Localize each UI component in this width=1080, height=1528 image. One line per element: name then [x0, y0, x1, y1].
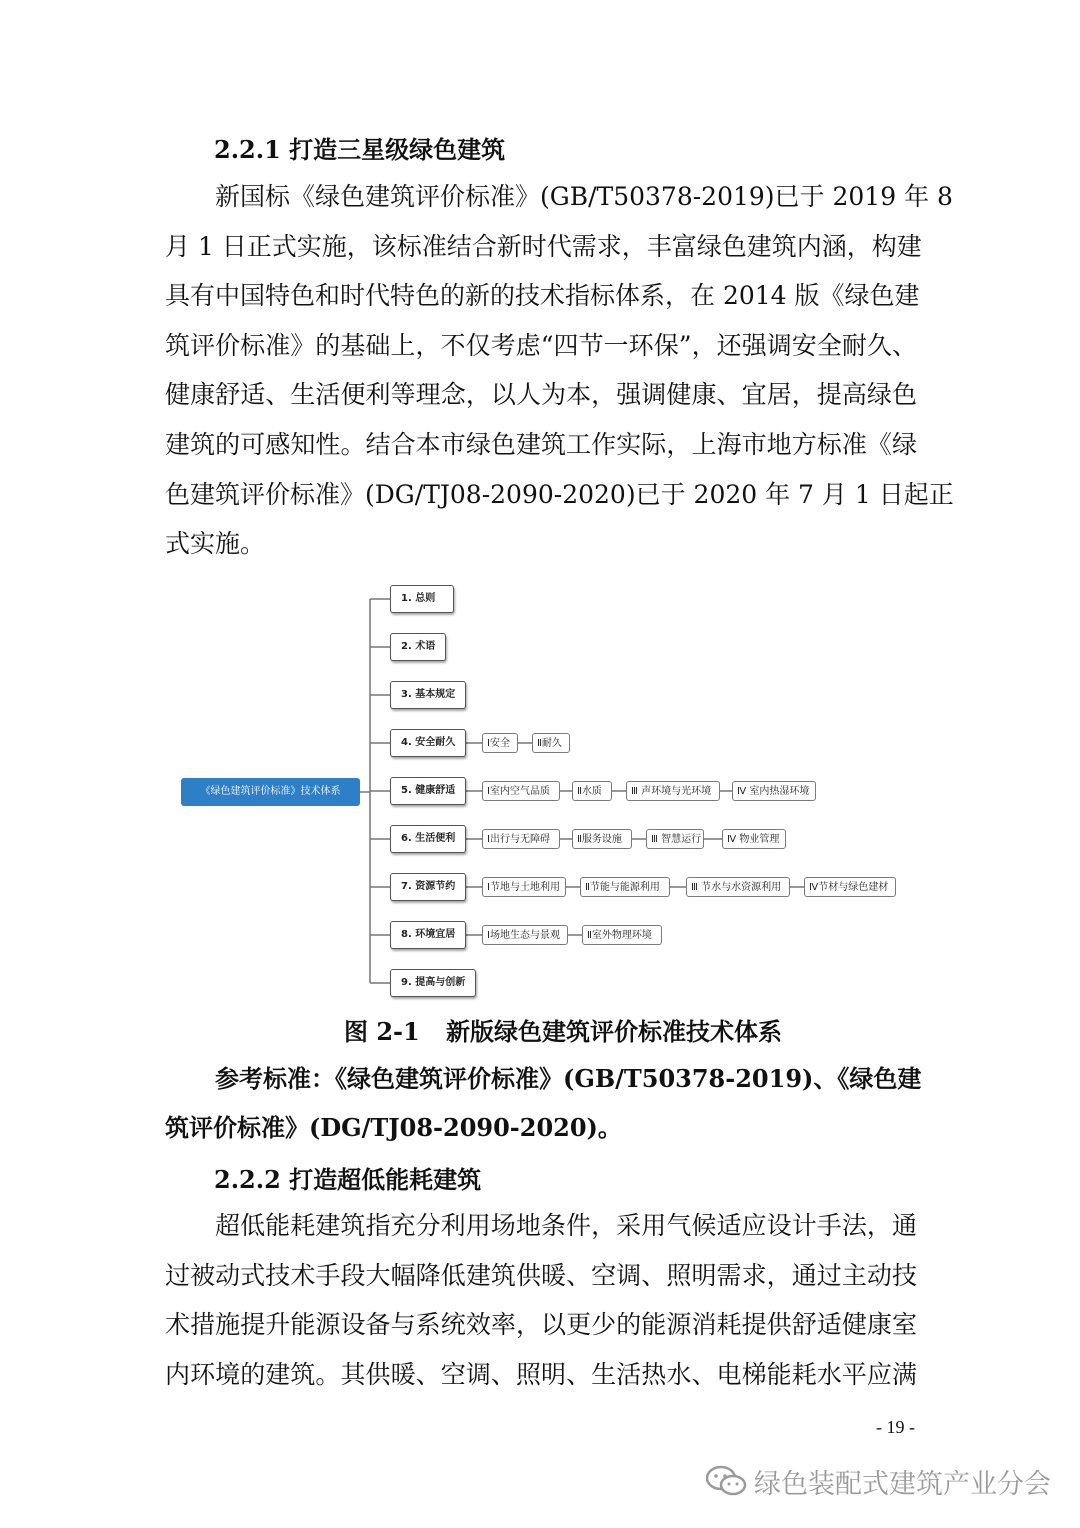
- diagram-category-node: 6. 生活便利: [390, 825, 466, 853]
- page-number: - 19 -: [876, 1417, 915, 1437]
- diagram-subitem-node: Ⅰ室内空气品质: [482, 781, 560, 801]
- reference-line: 参考标准：《绿色建筑评价标准》(GB/T50378-2019)、《绿色建: [215, 1064, 922, 1093]
- diagram-subitem-node: Ⅱ耐久: [532, 733, 570, 753]
- diagram-subitem-node: Ⅲ 节水与水资源利用: [686, 877, 790, 897]
- diagram-subitem-node: Ⅰ安全: [482, 733, 518, 753]
- diagram-category-node: 5. 健康舒适: [390, 777, 466, 805]
- diagram-category-node: 3. 基本规定: [390, 681, 466, 709]
- diagram-subitem-node: Ⅱ服务设施: [572, 829, 632, 849]
- diagram-subitem-node: Ⅰ场地生态与景观: [482, 925, 568, 945]
- diagram-subitem-node: Ⅳ 室内热湿环境: [732, 781, 816, 801]
- diagram-category-node: 9. 提高与创新: [390, 969, 476, 997]
- section-2-2-2-body: [165, 1201, 917, 1399]
- diagram-subitem-node: Ⅳ节材与绿色建材: [804, 877, 896, 897]
- diagram-category-node: 4. 安全耐久: [390, 729, 466, 757]
- diagram-subitem-node: Ⅲ 声环境与光环境: [626, 781, 720, 801]
- body-line: 内环境的建筑。其供暖、空调、照明、生活热水、电梯能耗水平应满: [165, 1359, 917, 1389]
- diagram-subitem-node: Ⅳ 物业管理: [722, 829, 786, 849]
- tech-system-diagram: [0, 580, 1080, 1000]
- diagram-category-node: 1. 总则: [390, 585, 454, 613]
- diagram-subitem-node: Ⅱ室外物理环境: [582, 925, 662, 945]
- diagram-subitem-node: Ⅰ节地与土地利用: [482, 877, 566, 897]
- diagram-category-node: 7. 资源节约: [390, 873, 466, 901]
- body-line: 式实施。: [165, 529, 266, 559]
- figure-title: 新版绿色建筑评价标准技术体系: [446, 1017, 782, 1046]
- diagram-category-node: 8. 环境宜居: [390, 921, 466, 949]
- section-heading-2-2-2: 2.2.2 打造超低能耗建筑: [214, 1165, 482, 1194]
- body-line: 具有中国特色和时代特色的新的技术指标体系，在 2014 版《绿色建: [165, 281, 920, 311]
- body-line: 月 1 日正式实施，该标准结合新时代需求，丰富绿色建筑内涵，构建: [165, 231, 922, 261]
- body-line: 术措施提升能源设备与系统效率，以更少的能源消耗提供舒适健康室: [165, 1310, 917, 1340]
- reference-standards: [165, 1054, 922, 1152]
- body-line: 过被动式技术手段大幅降低建筑供暖、空调、照明需求，通过主动技: [165, 1260, 917, 1290]
- body-line: 健康舒适、生活便利等理念，以人为本，强调健康、宜居，提高绿色: [165, 380, 917, 410]
- section-heading-2-2-1: 2.2.1 打造三星级绿色建筑: [214, 135, 506, 164]
- diagram-category-node: 2. 术语: [390, 633, 446, 661]
- watermark-text: 绿色装配式建筑产业分会: [754, 1469, 1051, 1500]
- diagram-subitem-node: Ⅱ水质: [572, 781, 612, 801]
- figure-number: 图 2-1: [344, 1017, 420, 1046]
- body-line: 超低能耗建筑指充分利用场地条件，采用气候适应设计手法，通: [215, 1211, 917, 1240]
- diagram-subitem-node: Ⅲ 智慧运行: [646, 829, 704, 849]
- diagram-subitem-node: Ⅰ出行与无障碍: [482, 829, 560, 849]
- body-line: 新国标《绿色建筑评价标准》(GB/T50378-2019)已于 2019 年 8: [215, 182, 953, 211]
- body-line: 色建筑评价标准》(DG/TJ08-2090-2020)已于 2020 年 7 月 1 日起正: [165, 479, 954, 509]
- body-line: 建筑的可感知性。结合本市绿色建筑工作实际，上海市地方标准《绿: [165, 429, 917, 459]
- section-2-2-1-body: [165, 172, 954, 569]
- wechat-icon: [704, 1463, 750, 1503]
- body-line: 筑评价标准》的基础上，不仅考虑“四节一环保”，还强调安全耐久、: [165, 330, 917, 360]
- diagram-subitem-node: Ⅱ节能与能源利用: [580, 877, 670, 897]
- reference-line: 筑评价标准》(DG/TJ08-2090-2020)。: [165, 1113, 622, 1142]
- diagram-root-node: 《绿色建筑评价标准》技术体系: [181, 778, 360, 806]
